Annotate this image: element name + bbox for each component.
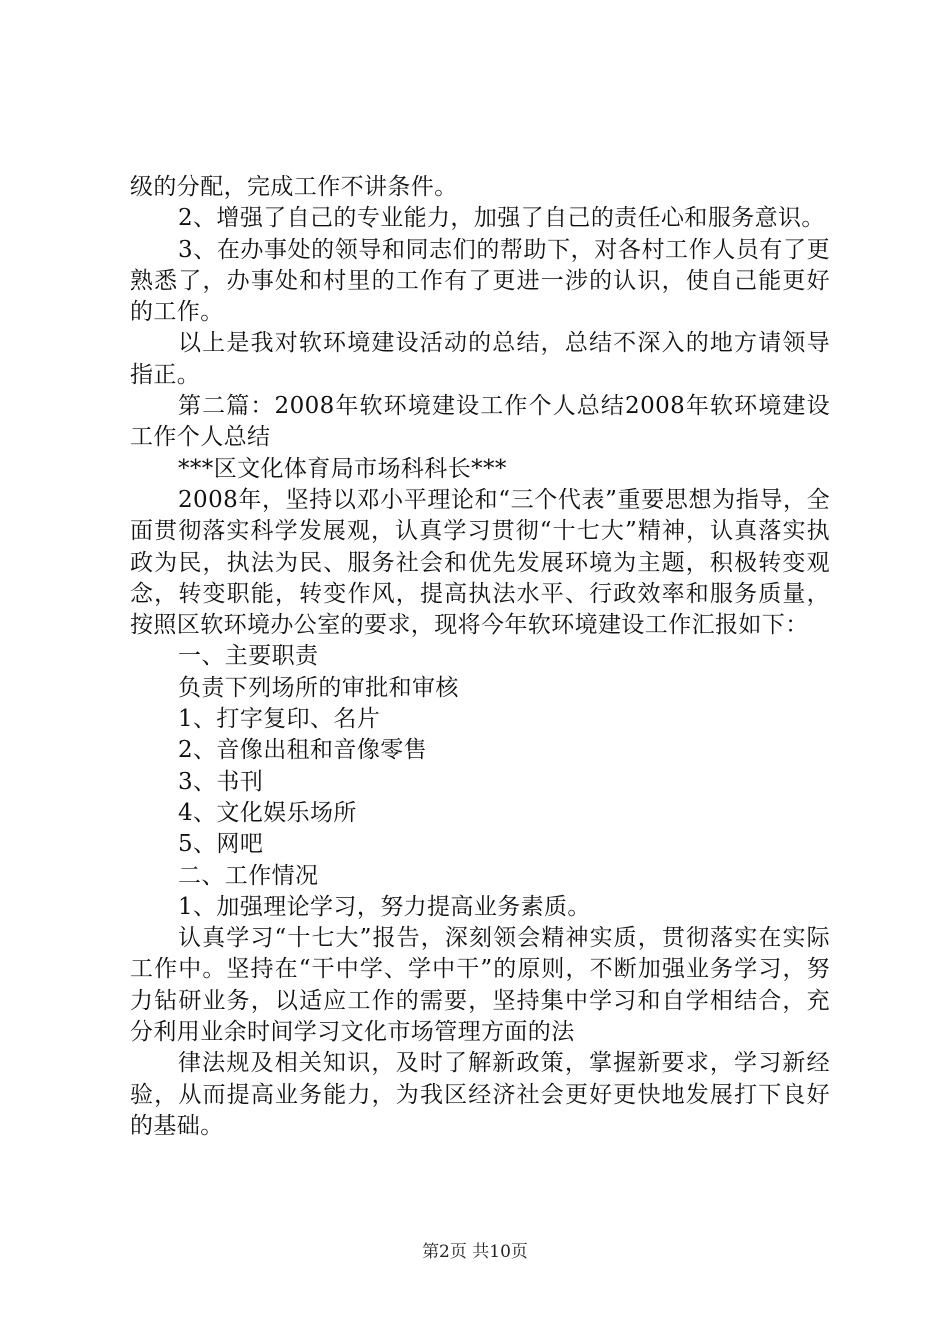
document-body: [130, 172, 830, 1142]
paragraph-duties-scope: 负责下列场所的审批和审核: [178, 674, 459, 701]
list-item-2: 2、音像出租和音像零售: [178, 737, 428, 764]
list-item-4: 4、文化娱乐场所: [178, 799, 357, 826]
paragraph-intro-2008: 2008年，坚持以邓小平理论和“三个代表”重要思想为指导，全面贯彻落实科学发展观，认真学习贯彻“十七大”精神，认真落实执政为民，执法为民、服务社会和优先发展环境为主题，积极转变观念，转变职能，转变作风，提高执法水平、行政效率和服务质量，按照区软环境办公室的要求，现将今年软环境建设工作汇报如下：: [130, 486, 830, 639]
list-item-3: 3、书刊: [178, 768, 264, 795]
page-number-footer: 第2页 共10页: [422, 1242, 528, 1262]
paragraph-3: 3、在办事处的领导和同志们的帮助下，对各村工作人员有了更熟悉了，办事处和村里的工作有了更进一涉的认识，使自己能更好的工作。: [130, 236, 830, 326]
list-item-1: 1、打字复印、名片: [178, 706, 381, 733]
paragraph-study-details: 认真学习“十七大”报告，深刻领会精神实质，贯彻落实在实际工作中。坚持在“干中学、学中干”的原则，不断加强业务学习，努力钻研业务，以适应工作的需要，坚持集中学习和自学相结合，充分利用业余时间学习文化市场管理方面的法: [130, 925, 830, 1046]
section-heading-part-two: 第二篇：2008年软环境建设工作个人总结2008年软环境建设工作个人总结: [130, 393, 830, 451]
paragraph-1: 级的分配，完成工作不讲条件。: [130, 174, 458, 200]
paragraph-2: 2、增强了自己的专业能力，加强了自己的责任心和服务意识。: [178, 205, 825, 232]
paragraph-4: 以上是我对软环境建设活动的总结，总结不深入的地方请领导指正。: [130, 330, 830, 388]
list-item-5: 5、网吧: [178, 831, 264, 858]
subheading-theory-study: 1、加强理论学习，努力提高业务素质。: [178, 893, 591, 920]
paragraph-study-continued: 律法规及相关知识，及时了解新政策，掌握新要求，学习新经验，从而提高业务能力，为我区经济社会更好更快地发展打下良好的基础。: [130, 1050, 830, 1139]
author-line: ***区文化体育局市场科科长***: [178, 455, 507, 482]
heading-work-status: 二、工作情况: [178, 862, 319, 889]
heading-main-duties: 一、主要职责: [178, 643, 319, 670]
